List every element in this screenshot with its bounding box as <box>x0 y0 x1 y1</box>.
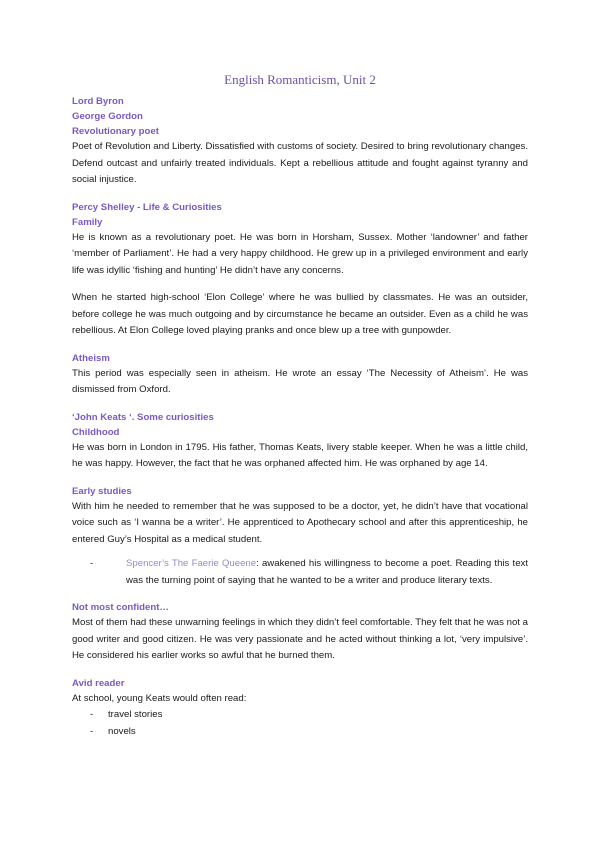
paragraph-keats-childhood: He was born in London in 1795. His father, Thomas Keats, livery stable keeper. When he was a little child, he was happy. However, the fact that he was orphaned affected him. He was orphaned by age 14. <box>72 441 528 469</box>
bullet-dash: - <box>90 725 94 737</box>
heading-revolutionary-poet: Revolutionary poet <box>72 126 159 137</box>
paragraph-atheism: This period was especially seen in atheism. He wrote an essay ‘The Necessity of Atheism’. He was dismissed from Oxford. <box>72 367 528 395</box>
bullet-dash: - <box>90 709 94 720</box>
paragraph-avid-reader: At school, young Keats would often read: <box>72 692 247 704</box>
faerie-queene-reference: Spencer’s The Faerie Queene <box>126 558 257 569</box>
heading-avid-reader: Avid reader <box>72 677 125 689</box>
list-item <box>72 724 528 741</box>
paragraph-early-studies: With him he needed to remember that he was supposed to be a doctor, yet, he didn’t have that vocational voice such as ‘I wanna be a writer’. He apprenticed to Apothecary school and after this apprenticeship, he entered Guy’s Hospital as a medical student. <box>72 500 528 545</box>
heading-george-gordon: George Gordon <box>72 111 143 122</box>
list-item <box>72 707 528 724</box>
reading-item: travel stories <box>108 709 163 720</box>
heading-family: Family <box>72 216 103 228</box>
heading-early-studies: Early studies <box>72 485 132 497</box>
paragraph-not-confident: Most of them had these unwarning feelings in which they didn’t feel comfortable. They felt that he was not a good writer and good citizen. He was very passionate and he acted without thinking a lot, ‘very impulsive’. He considered his earlier works so awful that he burned them. <box>72 617 528 661</box>
paragraph-shelley-college: When he started high-school ‘Elon College’ where he was bullied by classmates. He was an outsider, before college he was much outgoing and by circumstance he became an outsider. Even as a child he was rebellious. At Elon College loved playing pranks and once blew up a tree with gunpowder. <box>72 292 528 336</box>
reading-list <box>72 707 528 740</box>
paragraph-byron: Poet of Revolution and Liberty. Dissatisfied with customs of society. Desired to bring revolutionary changes. Defend outcast and unfairly treated individuals. Kept a rebellious attitude and fought against tyranny and social injustice. <box>72 141 528 185</box>
document-title: English Romanticism, Unit 2 <box>224 72 376 87</box>
faerie-queene-list <box>72 556 528 589</box>
heading-atheism: Atheism <box>72 352 110 364</box>
heading-childhood: Childhood <box>72 426 120 438</box>
heading-john-keats: ‘John Keats ‘. Some curiosities <box>72 411 214 423</box>
reading-item: novels <box>108 725 136 737</box>
heading-lord-byron: Lord Byron <box>72 96 124 107</box>
bullet-text <box>126 556 528 589</box>
paragraph-shelley-family: He is known as a revolutionary poet. He was born in Horsham, Sussex. Mother ‘landowner’ and father ‘member of Parliament’. He had a very happy childhood. He grew up in a privileged environment and early life was idyllic ‘fishing and hunting’ He didn’t have any concerns. <box>72 231 528 276</box>
bullet-dash: - <box>90 558 94 569</box>
heading-percy-shelley: Percy Shelley - Life & Curiosities <box>72 201 222 213</box>
list-item <box>72 556 528 589</box>
faerie-queene-description: : awakened his willingness to become a poet. Reading this text was the turning point of saying that he wanted to be a writer and produce literary texts. <box>126 558 528 586</box>
heading-not-most-confident: Not most confident… <box>72 602 169 613</box>
